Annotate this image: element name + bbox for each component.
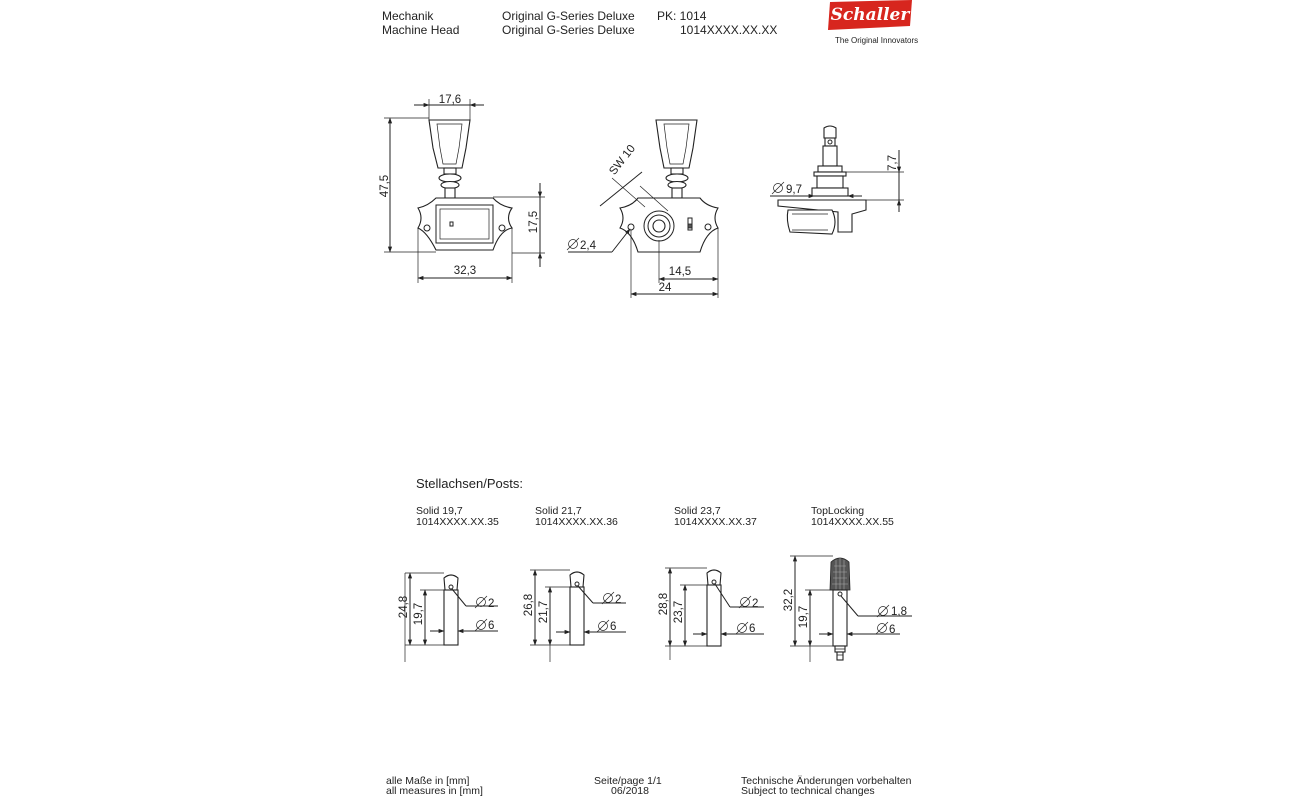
dim-17-5: 17,5 [528,210,540,234]
footer-date: 06/2018 [611,785,649,797]
header-label-en: Machine Head [382,23,460,37]
back-view-washer-2 [668,182,686,189]
side-view-post-neck [825,138,835,146]
post-3-body [707,585,721,646]
dim-47-5: 47,5 [379,174,391,198]
logo-brand: Schaller [830,5,910,25]
front-view-shaft [445,188,455,198]
post-1-head [444,575,458,590]
dim-24: 24 [658,282,672,294]
post-4-name: TopLocking [811,505,865,517]
back-view-collar [671,168,683,174]
post-3-head [707,570,721,585]
dim-sw10: SW 10 [607,142,638,178]
post-3-total: 28,8 [658,592,670,616]
header-part-number: 1014XXXX.XX.XX [680,23,778,37]
header-product-en: Original G-Series Deluxe [502,23,635,37]
post-solid-23-7 [707,570,721,646]
post-3-hole: 2 [752,598,759,610]
post-4-body [833,590,847,646]
dim-7-7: 7,7 [887,155,899,171]
footer-changes-en: Subject to technical changes [741,785,875,797]
side-view-post [823,146,837,166]
post-3-name: Solid 23,7 [674,505,721,517]
dim-dia9-7: 9,7 [786,184,802,196]
side-view [778,126,866,234]
footer-page: Seite/page 1/1 [594,775,662,787]
side-view-post-tip [824,126,836,138]
back-view-shaft [672,188,682,198]
side-view-washer [818,166,842,172]
post-1-total: 24,8 [398,595,410,619]
dim-14-5: 14,5 [668,266,692,278]
front-view-housing-plate [418,198,512,250]
side-view-flange [814,172,846,176]
post-3-code: 1014XXXX.XX.37 [674,516,757,528]
footer-measures-de: alle Maße in [mm] [386,775,470,787]
back-view [620,120,718,252]
front-view-washer-2 [441,182,459,189]
post-toplocking [830,557,850,660]
header-pk: PK: 1014 [657,9,707,23]
post-1-hole: 2 [488,598,495,610]
post-2-name: Solid 21,7 [535,505,582,517]
post-4-dia: 6 [889,624,896,636]
back-view-post [653,220,665,232]
front-view-collar [444,168,456,174]
back-view-housing-plate [620,198,718,252]
footer-changes-de: Technische Änderungen vorbehalten [741,775,912,787]
dim-32-3: 32,3 [453,265,477,277]
side-view-button [787,210,835,234]
logo-tagline: The Original Innovators [835,36,919,45]
post-4-hole: 1,8 [891,606,907,618]
post-2-body [570,587,584,645]
footer-measures-en: all measures in [mm] [386,785,483,797]
front-view-button [429,120,470,168]
post-4-total: 32,2 [783,588,795,612]
dim-17-6: 17,6 [438,94,462,106]
post-2-code: 1014XXXX.XX.36 [535,516,618,528]
header-product-de: Original G-Series Deluxe [502,9,635,23]
post-1-body [444,590,458,645]
post-2-post: 21,7 [538,600,550,624]
post-3-dia: 6 [749,623,756,635]
front-view [418,120,512,250]
side-view-bushing [817,176,843,188]
post-4-screw-tip [837,652,843,660]
post-1-dia: 6 [488,620,495,632]
post-1-code: 1014XXXX.XX.35 [416,516,499,528]
dim-dia2-4: 2,4 [580,240,596,252]
dim-dia2-4-leader [612,229,630,252]
post-2-head [570,572,584,587]
post-1-post: 19,7 [413,602,425,626]
post-4-code: 1014XXXX.XX.55 [811,516,894,528]
back-view-pin-tip [688,224,692,228]
post-solid-21-7 [570,572,584,645]
post-3-post: 23,7 [673,600,685,624]
post-2-hole: 2 [615,594,622,606]
post-1-name: Solid 19,7 [416,505,463,517]
header-label-de: Mechanik [382,9,434,23]
side-view-nut [812,188,848,196]
post-2-total: 26,8 [523,593,535,617]
post-2-dia: 6 [610,621,617,633]
back-view-button [656,120,697,168]
back-view-washer [666,174,688,182]
post-solid-19-7 [444,575,458,645]
front-view-washer [439,174,461,182]
posts-title: Stellachsen/Posts: [416,476,523,491]
post-4-post: 19,7 [798,605,810,629]
